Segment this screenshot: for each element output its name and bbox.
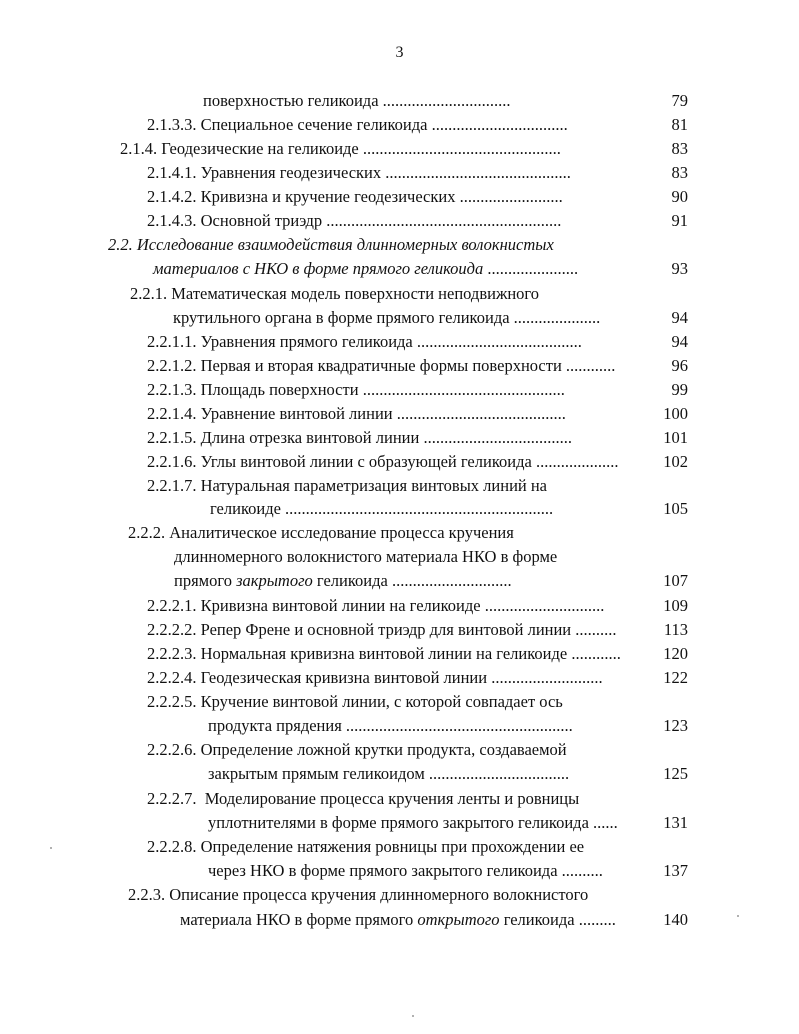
toc-number: 2.1.4.1. (147, 163, 197, 182)
toc-leader-dots: ................................. (431, 115, 568, 134)
toc-number: 2.2. (108, 235, 133, 254)
toc-page-number: 96 (671, 356, 688, 375)
toc-page-number: 140 (663, 910, 688, 929)
toc-entry (147, 451, 618, 473)
toc-title: крутильного органа в форме прямого геликоида (173, 308, 510, 327)
toc-number: 2.2.1.6. (147, 452, 197, 471)
toc-entry (147, 355, 615, 377)
toc-number: 2.2.1.7. (147, 476, 197, 495)
toc-entry (147, 114, 568, 136)
toc-title: Кручение винтовой линии, с которой совпадает ось (200, 692, 563, 711)
toc-title: Уравнения геодезических (200, 163, 382, 182)
toc-number: 2.2.2.5. (147, 692, 197, 711)
toc-title: Описание процесса кручения длинномерного волокнистого (169, 885, 589, 904)
toc-entry (147, 475, 547, 497)
toc-leader-dots: ............................. (391, 571, 512, 590)
toc-entry (147, 379, 565, 401)
toc-entry (153, 258, 578, 280)
toc-page-number: 120 (663, 644, 688, 663)
toc-leader-dots: .................... (535, 452, 619, 471)
toc-leader-dots: ............ (571, 644, 621, 663)
toc-entry (147, 331, 582, 353)
toc-leader-dots: .......... (561, 861, 603, 880)
toc-leader-dots: ............................. (484, 596, 605, 615)
toc-page-number: 81 (671, 115, 688, 134)
toc-entry (130, 283, 539, 305)
toc-page-number: 113 (663, 620, 688, 639)
toc-title: поверхностью геликоида (203, 91, 379, 110)
toc-number: 2.2.1.3. (147, 380, 197, 399)
toc-title: Углы винтовой линии с образующей геликоида (200, 452, 532, 471)
toc-entry (180, 909, 616, 931)
toc-entry (203, 90, 511, 112)
toc-entry (128, 884, 588, 906)
toc-number: 2.1.3.3. (147, 115, 197, 134)
toc-leader-dots: ............ (565, 356, 616, 375)
toc-entry (147, 691, 563, 713)
toc-leader-dots: .................................. (428, 764, 570, 783)
toc-title: Первая и вторая квадратичные формы поверхности (200, 356, 562, 375)
toc-leader-dots: ......................... (459, 187, 563, 206)
toc-entry (208, 860, 603, 882)
toc-page-number: 109 (663, 596, 688, 615)
toc-title-emphasis: открытого (417, 910, 500, 929)
toc-leader-dots: ...................... (487, 259, 579, 278)
toc-title: Площадь поверхности (200, 380, 359, 399)
toc-page-number: 79 (671, 91, 688, 110)
toc-page-number: 91 (671, 211, 688, 230)
toc-title: длинномерного волокнистого материала НКО в форме (174, 547, 558, 566)
toc-entry (210, 498, 553, 520)
toc-number: 2.2.1.5. (147, 428, 197, 447)
toc-page-number: 105 (663, 499, 688, 518)
toc-leader-dots: ................................................................. (285, 499, 554, 518)
toc-entry (147, 739, 567, 761)
toc-leader-dots: .................................... (423, 428, 572, 447)
scan-speck (412, 1015, 414, 1017)
toc-page-number: 94 (671, 308, 688, 327)
toc-number: 2.2.2.6. (147, 740, 197, 759)
toc-number: 2.2.2.3. (147, 644, 197, 663)
toc-title-part: материала НКО в форме прямого (180, 910, 418, 929)
toc-number: 2.1.4.3. (147, 211, 197, 230)
toc-entry (147, 403, 566, 425)
toc-leader-dots: ................................................. (362, 380, 565, 399)
toc-leader-dots: ............................................. (385, 163, 571, 182)
toc-title: Исследование взаимодействия длинномерных волокнистых (136, 235, 554, 254)
toc-title: геликоиде (210, 499, 281, 518)
toc-title: Геодезическая кривизна винтовой линии (200, 668, 488, 687)
toc-number: 2.2.1.4. (147, 404, 197, 423)
toc-page-number: 83 (671, 139, 688, 158)
toc-title: через НКО в форме прямого закрытого геликоида (208, 861, 558, 880)
toc-entry (208, 763, 569, 785)
toc-entry (147, 427, 572, 449)
toc-title: уплотнителями в форме прямого закрытого геликоида (208, 813, 589, 832)
toc-title: Репер Френе и основной триэдр для винтовой линии (200, 620, 572, 639)
page-number: 3 (395, 44, 404, 61)
toc-entry (208, 812, 618, 834)
toc-entry (147, 619, 617, 641)
scan-speck (737, 915, 739, 917)
toc-number: 2.2.2. (128, 523, 166, 542)
toc-number: 2.2.2.2. (147, 620, 197, 639)
toc-title: Специальное сечение геликоида (200, 115, 428, 134)
toc-title: Кривизна и кручение геодезических (200, 187, 456, 206)
toc-number: 2.2.2.7. (147, 789, 197, 808)
toc-number: 2.2.2.1. (147, 596, 197, 615)
toc-entry (147, 788, 579, 810)
toc-title: материалов с НКО в форме прямого геликоида (153, 259, 484, 278)
toc-title: Уравнения прямого геликоида (200, 332, 413, 351)
toc-page-number: 93 (671, 259, 688, 278)
toc-title: Определение натяжения ровницы при прохождении ее (200, 837, 585, 856)
toc-number: 2.2.3. (128, 885, 166, 904)
toc-entry (174, 546, 557, 568)
toc-page-number: 131 (663, 813, 688, 832)
toc-page-number: 137 (663, 861, 688, 880)
toc-title-emphasis: закрытого (236, 571, 313, 590)
toc-title: Натуральная параметризация винтовых линий на (200, 476, 548, 495)
toc-leader-dots: ....................................................... (345, 716, 573, 735)
toc-title: Аналитическое исследование процесса кручения (169, 523, 514, 542)
toc-title: Уравнение винтовой линии (200, 404, 393, 423)
toc-leader-dots: ......... (578, 910, 616, 929)
toc-title-part: геликоида (312, 571, 388, 590)
toc-number: 2.2.2.4. (147, 668, 197, 687)
toc-title: Математическая модель поверхности неподвижного (171, 284, 540, 303)
toc-page-number: 83 (671, 163, 688, 182)
scan-speck (50, 847, 52, 849)
toc-number: 2.2.1. (130, 284, 168, 303)
toc-entry (147, 836, 584, 858)
toc-entry (147, 210, 561, 232)
toc-number: 2.2.1.2. (147, 356, 197, 375)
toc-entry (147, 595, 604, 617)
toc-leader-dots: ......................................... (396, 404, 566, 423)
toc-page-number: 107 (663, 571, 688, 590)
toc-leader-dots: ........................................ (416, 332, 582, 351)
toc-page-number: 100 (663, 404, 688, 423)
toc-number: 2.1.4. (120, 139, 158, 158)
toc-entry (147, 667, 603, 689)
toc-leader-dots: .......... (575, 620, 617, 639)
toc-title: Геодезические на геликоиде (161, 139, 359, 158)
toc-page-number: 102 (663, 452, 688, 471)
toc-title: Моделирование процесса кручения ленты и ровницы (204, 789, 580, 808)
toc-leader-dots: ................................................ (362, 139, 561, 158)
toc-page-number: 94 (671, 332, 688, 351)
toc-title: Основной триэдр (200, 211, 323, 230)
toc-entry (147, 186, 563, 208)
toc-page-number: 101 (663, 428, 688, 447)
toc-title: Кривизна винтовой линии на геликоиде (200, 596, 481, 615)
toc-entry (108, 234, 554, 256)
toc-leader-dots: ..................... (513, 308, 601, 327)
toc-title: продукта прядения (208, 716, 342, 735)
toc-entry (128, 522, 514, 544)
toc-leader-dots: ...... (593, 813, 618, 832)
toc-entry (147, 643, 621, 665)
toc-page-number: 122 (663, 668, 688, 687)
toc-title-part: геликоида (499, 910, 575, 929)
toc-entry (120, 138, 561, 160)
toc-leader-dots: ......................................................... (326, 211, 562, 230)
toc-entry (208, 715, 573, 737)
toc-page-number: 99 (671, 380, 688, 399)
toc-number: 2.2.1.1. (147, 332, 197, 351)
toc-title-part: прямого (174, 571, 237, 590)
toc-entry (173, 307, 600, 329)
toc-title: закрытым прямым геликоидом (208, 764, 425, 783)
toc-page-number: 123 (663, 716, 688, 735)
toc-title: Нормальная кривизна винтовой линии на геликоиде (200, 644, 568, 663)
toc-title: Определение ложной крутки продукта, создаваемой (200, 740, 567, 759)
toc-entry (174, 570, 512, 592)
toc-number: 2.1.4.2. (147, 187, 197, 206)
toc-number: 2.2.2.8. (147, 837, 197, 856)
toc-page-number: 125 (663, 764, 688, 783)
toc-entry (147, 162, 571, 184)
toc-leader-dots: ........................... (491, 668, 603, 687)
toc-leader-dots: ............................... (382, 91, 511, 110)
toc-page-number: 90 (671, 187, 688, 206)
toc-title: Длина отрезка винтовой линии (200, 428, 420, 447)
